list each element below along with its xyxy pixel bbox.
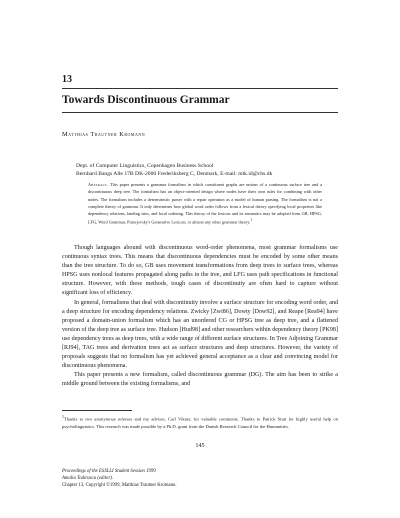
footnote-marker: 1 (250, 218, 253, 223)
title-rule-bottom (62, 112, 338, 113)
abstract-heading: Abstract. (88, 182, 109, 187)
abstract (88, 181, 322, 226)
abstract-text: This paper presents a grammar formalism in which constituent graphs are unions of a continuous surface tree and a discontinuous deep tree. The formalism has an object-oriented design where nodes have their own rules for combining with other nodes. The formalism includes a deterministic parser with a repair operation as a model of human parsing. The formalism is not a complete theory of grammar. It only determines how global word order follows from a lexical theory specifying local properties like dependency relations, landing sites, and local ordering. This theory of the lexicon and its semantics may be adopted from GB, HPSG, LFG, Word Grammar, Pustejovsky's Generative Lexicon, or almost any other grammar theory. (88, 182, 322, 225)
footnote-rule (62, 410, 132, 411)
footnote (62, 414, 338, 430)
title-rule-top (62, 88, 338, 89)
editor-line: Amalia Todirascu (editor). (62, 476, 114, 481)
paper-title: Towards Discontinuous Grammar (62, 94, 230, 106)
footnote-number: 1 (62, 415, 64, 419)
page-number: 145 (195, 442, 205, 449)
author-name: Matthias Trautner Kromann (62, 131, 146, 138)
copyright-line: Chapter 13, Copyright ©1999, Matthias Trautner Kromann. (62, 483, 177, 488)
footnote-text: Thanks to two anonymous referees and my advisor, Carl Vikner, for valuable comments. Thanks to Patrick Stutt for highly useful help on psycholinguistics. This research was made possible by a Ph.D. grant from the Danish Research Council for the Humanities. (62, 416, 338, 429)
chapter-number: 13 (62, 74, 72, 85)
body-paragraph: In general, formalisms that deal with discontinuity involve a surface structure for encoding word order, and a deep structure for encoding dependency relations. Zwicky [Zwi86], Dowty [Dow92], and Reape [Rea94] have proposed a domain-union formalism which has an unordered CG or HPSG tree as deep tree, and a flattened version of the deep tree as surface tree. Hudson [Hud98] and other researchers within dependency theory [PK98] use dependency trees as deep trees, with a wide range of different surface structures. In Tree Adjoining Grammar [RJ94], TAG trees and derivation trees act as surface structures and deep structures. However, the variety of proposals suggests that no formalism has yet achieved general acceptance as a clear and convincing model for discontinuous phenomena. (62, 299, 338, 370)
affiliation-line: Dept. of Computer Linguistics, Copenhagen Business School (76, 163, 214, 169)
proceedings-line: Proceedings of the ESSLLI Student Session 1999 (62, 469, 156, 474)
body-text (62, 244, 338, 390)
body-paragraph: Though languages abound with discontinuous word-order phenomena, most grammar formalisms use continuous syntax trees. This means that discontinuous dependencies must be encoded by some other means than the tree structure. To do so, GB uses movement transformations from deep trees to surface trees, whereas HPSG uses nonlocal features propagated along paths in the tree, and LFG uses path specifications in functional structure. However, with these methods, tough cases of discontinuity are often hard to capture without significant loss of efficiency. (62, 245, 338, 297)
page-footer (62, 468, 177, 489)
affiliation-line: Bernhard Bangs Alle 17B DK-2000 Frederiksberg C, Denmark, E-mail: mtk.id@cbs.dk (76, 171, 273, 177)
body-paragraph: This paper presents a new formalism, called discontinuous grammar (DG). The aim has been to strike a middle ground between the existing formalisms, and (62, 372, 338, 388)
